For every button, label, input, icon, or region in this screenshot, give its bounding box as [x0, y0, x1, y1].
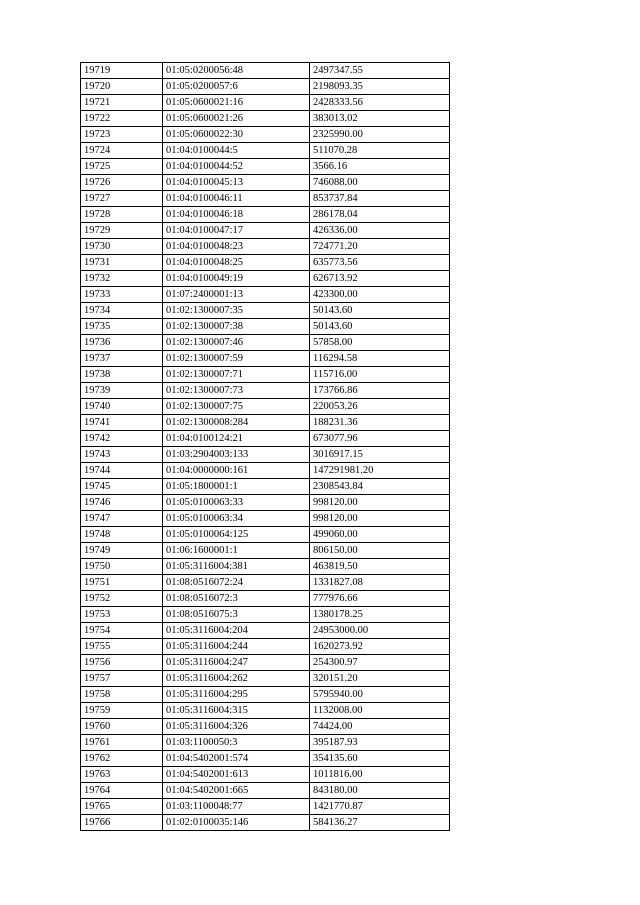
value-cell: 286178.04 — [310, 207, 450, 223]
cadastral-number-cell: 01:05:3116004:326 — [163, 719, 310, 735]
row-number-cell: 19746 — [81, 495, 163, 511]
row-number-cell: 19748 — [81, 527, 163, 543]
cadastral-number-cell: 01:02:1300008:284 — [163, 415, 310, 431]
row-number-cell: 19765 — [81, 799, 163, 815]
row-number-cell: 19761 — [81, 735, 163, 751]
row-number-cell: 19741 — [81, 415, 163, 431]
table-row — [81, 559, 450, 575]
cadastral-number-cell: 01:05:0600021:16 — [163, 95, 310, 111]
value-cell: 724771.20 — [310, 239, 450, 255]
cadastral-number-cell: 01:02:1300007:75 — [163, 399, 310, 415]
cadastral-number-cell: 01:04:0100124:21 — [163, 431, 310, 447]
value-cell: 463819.50 — [310, 559, 450, 575]
table-row — [81, 703, 450, 719]
row-number-cell: 19740 — [81, 399, 163, 415]
table-row — [81, 335, 450, 351]
cadastral-number-cell: 01:02:1300007:35 — [163, 303, 310, 319]
cadastral-number-cell: 01:05:3116004:204 — [163, 623, 310, 639]
table-row — [81, 799, 450, 815]
table-row — [81, 287, 450, 303]
table-row — [81, 687, 450, 703]
table-row — [81, 159, 450, 175]
table-row — [81, 815, 450, 831]
cadastral-number-cell: 01:08:0516075:3 — [163, 607, 310, 623]
value-cell: 220053.26 — [310, 399, 450, 415]
cadastral-number-cell: 01:04:0100048:23 — [163, 239, 310, 255]
table-row — [81, 271, 450, 287]
row-number-cell: 19752 — [81, 591, 163, 607]
cadastral-number-cell: 01:02:1300007:59 — [163, 351, 310, 367]
table-row — [81, 431, 450, 447]
table-row — [81, 751, 450, 767]
row-number-cell: 19747 — [81, 511, 163, 527]
value-cell: 673077.96 — [310, 431, 450, 447]
value-cell: 115716.00 — [310, 367, 450, 383]
row-number-cell: 19763 — [81, 767, 163, 783]
cadastral-number-cell: 01:06:1600001:1 — [163, 543, 310, 559]
value-cell: 1132008.00 — [310, 703, 450, 719]
value-cell: 426336.00 — [310, 223, 450, 239]
value-cell: 746088.00 — [310, 175, 450, 191]
row-number-cell: 19750 — [81, 559, 163, 575]
value-cell: 1421770.87 — [310, 799, 450, 815]
table-row — [81, 767, 450, 783]
cadastral-number-cell: 01:05:3116004:295 — [163, 687, 310, 703]
cadastral-number-cell: 01:05:0600021:26 — [163, 111, 310, 127]
table-row — [81, 79, 450, 95]
row-number-cell: 19744 — [81, 463, 163, 479]
table-row — [81, 607, 450, 623]
value-cell: 635773.56 — [310, 255, 450, 271]
value-cell: 254300.97 — [310, 655, 450, 671]
row-number-cell: 19725 — [81, 159, 163, 175]
row-number-cell: 19749 — [81, 543, 163, 559]
row-number-cell: 19755 — [81, 639, 163, 655]
value-cell: 1011816.00 — [310, 767, 450, 783]
table-row — [81, 367, 450, 383]
cadastral-number-cell: 01:05:0100063:33 — [163, 495, 310, 511]
table-row — [81, 127, 450, 143]
value-cell: 511070.28 — [310, 143, 450, 159]
value-cell: 5795940.00 — [310, 687, 450, 703]
cadastral-number-cell: 01:04:0100048:25 — [163, 255, 310, 271]
cadastral-number-cell: 01:04:0100049:19 — [163, 271, 310, 287]
cadastral-number-cell: 01:08:0516072:3 — [163, 591, 310, 607]
cadastral-number-cell: 01:02:0100035:146 — [163, 815, 310, 831]
row-number-cell: 19727 — [81, 191, 163, 207]
cadastral-number-cell: 01:04:0100044:52 — [163, 159, 310, 175]
value-cell: 843180.00 — [310, 783, 450, 799]
row-number-cell: 19735 — [81, 319, 163, 335]
table-row — [81, 319, 450, 335]
table-row — [81, 351, 450, 367]
table-row — [81, 383, 450, 399]
value-cell: 383013.02 — [310, 111, 450, 127]
table-row — [81, 239, 450, 255]
value-cell: 24953000.00 — [310, 623, 450, 639]
value-cell: 1331827.08 — [310, 575, 450, 591]
table-row — [81, 399, 450, 415]
value-cell: 395187.93 — [310, 735, 450, 751]
value-cell: 2325990.00 — [310, 127, 450, 143]
table-row — [81, 495, 450, 511]
row-number-cell: 19722 — [81, 111, 163, 127]
value-cell: 173766.86 — [310, 383, 450, 399]
value-cell: 50143.60 — [310, 303, 450, 319]
cadastral-number-cell: 01:02:1300007:46 — [163, 335, 310, 351]
row-number-cell: 19760 — [81, 719, 163, 735]
row-number-cell: 19719 — [81, 63, 163, 79]
row-number-cell: 19745 — [81, 479, 163, 495]
row-number-cell: 19737 — [81, 351, 163, 367]
value-cell: 2198093.35 — [310, 79, 450, 95]
row-number-cell: 19736 — [81, 335, 163, 351]
row-number-cell: 19766 — [81, 815, 163, 831]
row-number-cell: 19762 — [81, 751, 163, 767]
cadastral-number-cell: 01:02:1300007:73 — [163, 383, 310, 399]
row-number-cell: 19751 — [81, 575, 163, 591]
cadastral-number-cell: 01:05:1800001:1 — [163, 479, 310, 495]
cadastral-number-cell: 01:02:1300007:71 — [163, 367, 310, 383]
value-cell: 2308543.84 — [310, 479, 450, 495]
table-row — [81, 655, 450, 671]
cadastral-number-cell: 01:04:0000000:161 — [163, 463, 310, 479]
value-cell: 998120.00 — [310, 495, 450, 511]
table-row — [81, 719, 450, 735]
value-cell: 777976.66 — [310, 591, 450, 607]
table-row — [81, 143, 450, 159]
row-number-cell: 19743 — [81, 447, 163, 463]
table-row — [81, 255, 450, 271]
value-cell: 626713.92 — [310, 271, 450, 287]
value-cell: 806150.00 — [310, 543, 450, 559]
cadastral-number-cell: 01:05:0100064:125 — [163, 527, 310, 543]
cadastral-number-cell: 01:05:0200057:6 — [163, 79, 310, 95]
cadastral-number-cell: 01:05:0600022:30 — [163, 127, 310, 143]
table-row — [81, 447, 450, 463]
value-cell: 499060.00 — [310, 527, 450, 543]
cadastral-number-cell: 01:05:0100063:34 — [163, 511, 310, 527]
table-row — [81, 415, 450, 431]
row-number-cell: 19728 — [81, 207, 163, 223]
row-number-cell: 19734 — [81, 303, 163, 319]
row-number-cell: 19730 — [81, 239, 163, 255]
row-number-cell: 19726 — [81, 175, 163, 191]
table-row — [81, 111, 450, 127]
table-row — [81, 191, 450, 207]
cadastral-number-cell: 01:05:3116004:381 — [163, 559, 310, 575]
table-row — [81, 735, 450, 751]
row-number-cell: 19759 — [81, 703, 163, 719]
row-number-cell: 19756 — [81, 655, 163, 671]
table-body — [81, 63, 450, 831]
cadastral-number-cell: 01:02:1300007:38 — [163, 319, 310, 335]
value-cell: 2497347.55 — [310, 63, 450, 79]
value-cell: 3566.16 — [310, 159, 450, 175]
cadastral-number-cell: 01:03:1100050:3 — [163, 735, 310, 751]
value-cell: 2428333.56 — [310, 95, 450, 111]
value-cell: 1620273.92 — [310, 639, 450, 655]
value-cell: 50143.60 — [310, 319, 450, 335]
value-cell: 853737.84 — [310, 191, 450, 207]
row-number-cell: 19731 — [81, 255, 163, 271]
row-number-cell: 19757 — [81, 671, 163, 687]
cadastral-number-cell: 01:04:0100046:11 — [163, 191, 310, 207]
row-number-cell: 19724 — [81, 143, 163, 159]
value-cell: 74424.00 — [310, 719, 450, 735]
cadastral-number-cell: 01:04:0100044:5 — [163, 143, 310, 159]
cadastral-number-cell: 01:05:3116004:315 — [163, 703, 310, 719]
value-cell: 3016917.15 — [310, 447, 450, 463]
row-number-cell: 19754 — [81, 623, 163, 639]
table-row — [81, 543, 450, 559]
value-cell: 423300.00 — [310, 287, 450, 303]
table-row — [81, 575, 450, 591]
row-number-cell: 19721 — [81, 95, 163, 111]
table-row — [81, 783, 450, 799]
row-number-cell: 19758 — [81, 687, 163, 703]
value-cell: 57858.00 — [310, 335, 450, 351]
row-number-cell: 19742 — [81, 431, 163, 447]
value-cell: 584136.27 — [310, 815, 450, 831]
cadastral-number-cell: 01:05:0200056:48 — [163, 63, 310, 79]
row-number-cell: 19738 — [81, 367, 163, 383]
row-number-cell: 19720 — [81, 79, 163, 95]
table-row — [81, 479, 450, 495]
value-cell: 188231.36 — [310, 415, 450, 431]
cadastral-number-cell: 01:04:5402001:665 — [163, 783, 310, 799]
table-row — [81, 527, 450, 543]
table-row — [81, 303, 450, 319]
cadastral-number-cell: 01:05:3116004:262 — [163, 671, 310, 687]
value-cell: 147291981.20 — [310, 463, 450, 479]
table-row — [81, 671, 450, 687]
cadastral-number-cell: 01:04:0100046:18 — [163, 207, 310, 223]
cadastral-number-cell: 01:04:0100047:17 — [163, 223, 310, 239]
value-cell: 354135.60 — [310, 751, 450, 767]
table-row — [81, 63, 450, 79]
table-row — [81, 591, 450, 607]
row-number-cell: 19753 — [81, 607, 163, 623]
cadastral-number-cell: 01:04:0100045:13 — [163, 175, 310, 191]
value-cell: 320151.20 — [310, 671, 450, 687]
cadastral-number-cell: 01:08:0516072:24 — [163, 575, 310, 591]
table-row — [81, 207, 450, 223]
value-cell: 116294.58 — [310, 351, 450, 367]
row-number-cell: 19733 — [81, 287, 163, 303]
cadastral-number-cell: 01:04:5402001:574 — [163, 751, 310, 767]
row-number-cell: 19732 — [81, 271, 163, 287]
row-number-cell: 19764 — [81, 783, 163, 799]
table-row — [81, 223, 450, 239]
cadastral-number-cell: 01:05:3116004:247 — [163, 655, 310, 671]
table-row — [81, 463, 450, 479]
cadastral-number-cell: 01:03:2904003:133 — [163, 447, 310, 463]
row-number-cell: 19739 — [81, 383, 163, 399]
cadastral-number-cell: 01:03:1100048:77 — [163, 799, 310, 815]
cadastral-number-cell: 01:04:5402001:613 — [163, 767, 310, 783]
table-row — [81, 639, 450, 655]
cadastral-number-cell: 01:05:3116004:244 — [163, 639, 310, 655]
value-cell: 1380178.25 — [310, 607, 450, 623]
cadastral-number-cell: 01:07:2400001:13 — [163, 287, 310, 303]
row-number-cell: 19723 — [81, 127, 163, 143]
cadastral-value-table — [80, 62, 450, 831]
table-row — [81, 623, 450, 639]
table-row — [81, 95, 450, 111]
table-row — [81, 511, 450, 527]
row-number-cell: 19729 — [81, 223, 163, 239]
value-cell: 998120.00 — [310, 511, 450, 527]
table-row — [81, 175, 450, 191]
